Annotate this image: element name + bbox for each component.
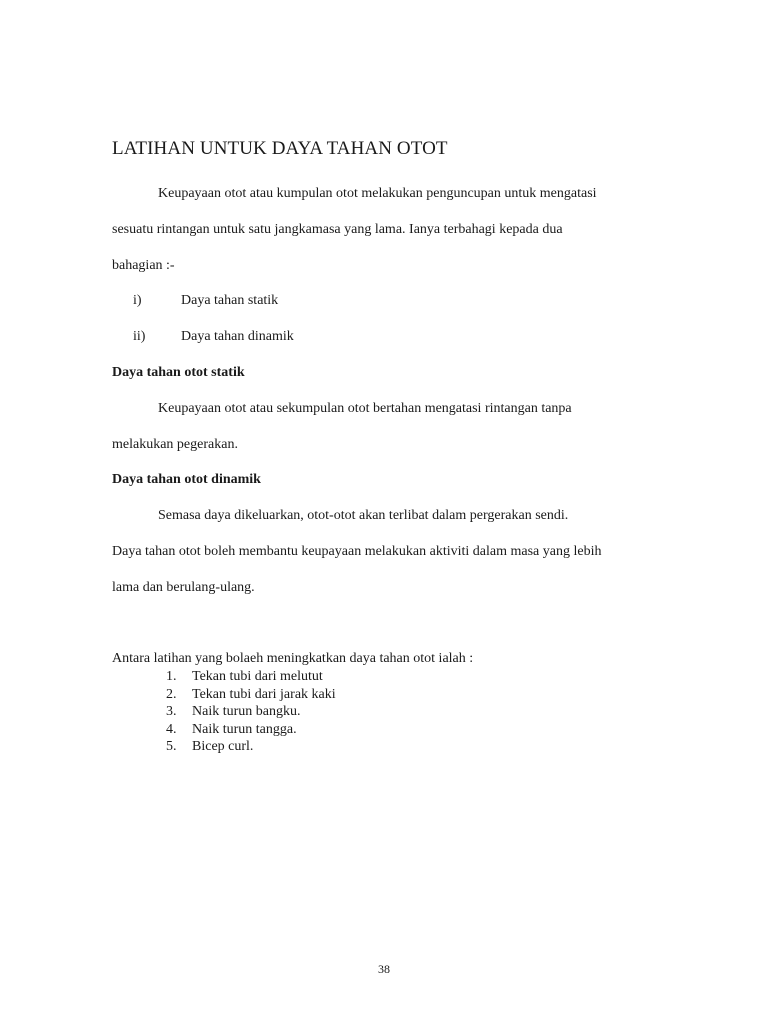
dynamic-paragraph-line-3: lama dan berulang-ulang. <box>112 580 255 595</box>
section-heading-static: Daya tahan otot statik <box>112 365 245 380</box>
dynamic-paragraph-line-1: Semasa daya dikeluarkan, otot-otot akan terlibat dalam pergerakan sendi. <box>158 508 569 523</box>
list-item <box>166 668 336 686</box>
exercise-list <box>166 668 336 756</box>
static-paragraph-line-2: melakukan pegerakan. <box>112 437 238 452</box>
roman-list-item-dynamic: Daya tahan dinamik <box>181 329 294 344</box>
roman-list-marker: ii) <box>133 329 146 344</box>
list-item <box>166 738 336 756</box>
intro-paragraph-line-2: sesuatu rintangan untuk satu jangkamasa yang lama. Ianya terbahagi kepada dua <box>112 222 563 237</box>
intro-paragraph-line-1: Keupayaan otot atau kumpulan otot melakukan penguncupan untuk mengatasi <box>158 186 597 201</box>
list-item-number: 5. <box>166 739 177 754</box>
list-item-text: Tekan tubi dari jarak kaki <box>192 686 336 702</box>
list-item-number: 2. <box>166 686 177 702</box>
list-item-text: Naik turun tangga. <box>192 721 297 737</box>
page-title: LATIHAN UNTUK DAYA TAHAN OTOT <box>112 138 448 159</box>
section-heading-dynamic: Daya tahan otot dinamik <box>112 472 261 487</box>
static-paragraph-line-1: Keupayaan otot atau sekumpulan otot bertahan mengatasi rintangan tanpa <box>158 401 572 416</box>
list-item-number: 4. <box>166 721 177 737</box>
list-item-text: Bicep curl. <box>192 739 254 754</box>
list-item-text: Naik turun bangku. <box>192 704 301 719</box>
list-item <box>166 721 336 739</box>
list-item <box>166 703 336 721</box>
roman-list-marker: i) <box>133 293 142 308</box>
exercise-list-intro: Antara latihan yang bolaeh meningkatkan daya tahan otot ialah : <box>112 651 474 666</box>
intro-paragraph-line-3: bahagian :- <box>112 258 175 273</box>
list-item-text: Tekan tubi dari melutut <box>192 669 323 684</box>
list-item-number: 1. <box>166 669 177 684</box>
list-item-number: 3. <box>166 704 177 719</box>
list-item <box>166 686 336 704</box>
dynamic-paragraph-line-2: Daya tahan otot boleh membantu keupayaan melakukan aktiviti dalam masa yang lebih <box>112 544 602 559</box>
page-number: 38 <box>378 962 390 976</box>
roman-list-item-static: Daya tahan statik <box>181 293 279 308</box>
